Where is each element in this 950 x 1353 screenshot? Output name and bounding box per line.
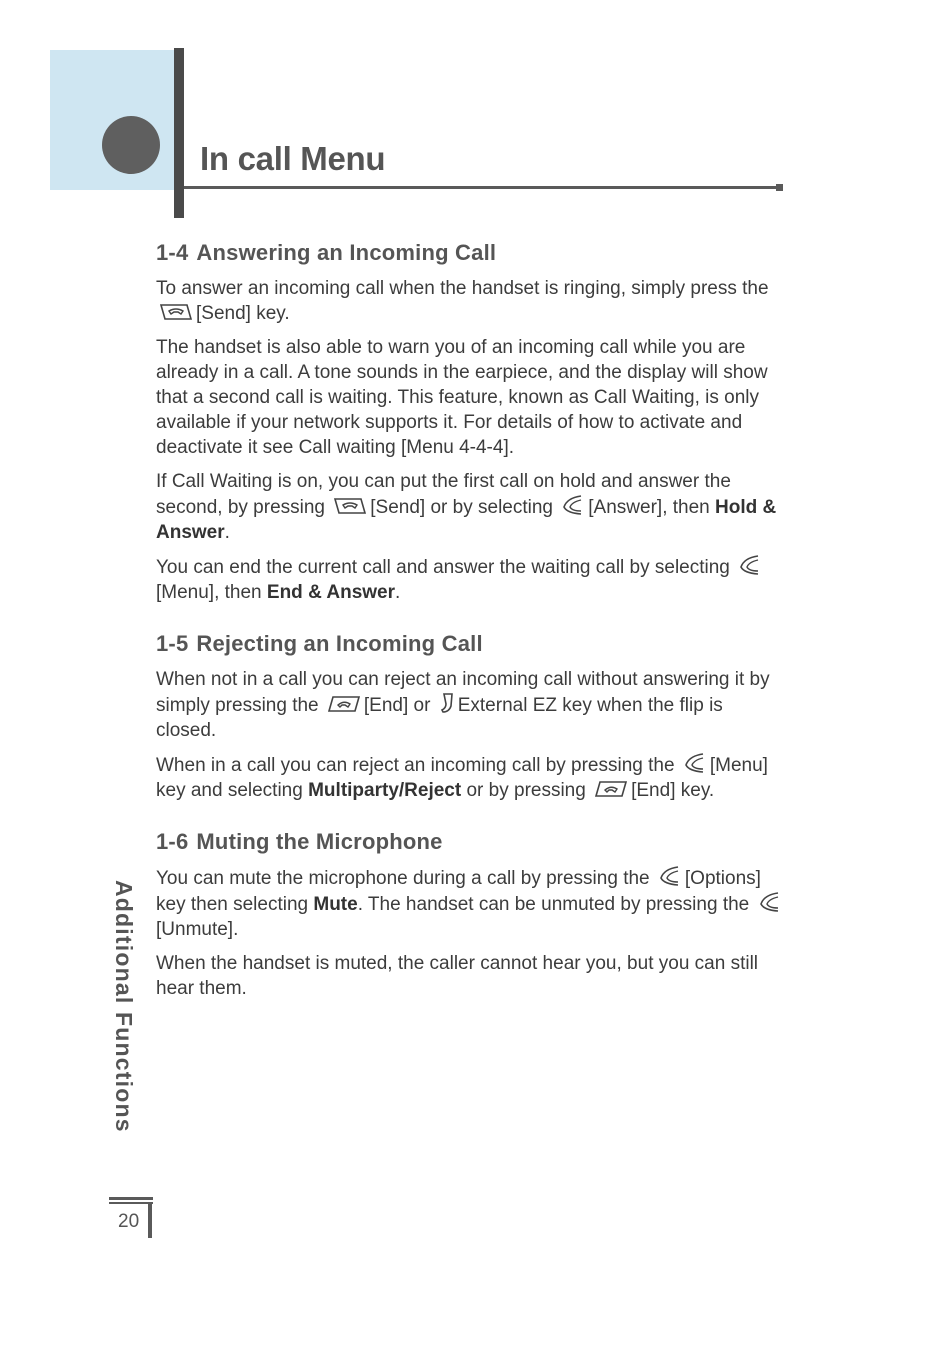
- bold-text: End & Answer: [266, 582, 395, 603]
- chapter-side-label: [111, 880, 135, 1200]
- text: . The handset can be unmuted by pressing the: [357, 894, 750, 915]
- section-heading: [156, 631, 786, 657]
- end-key-icon: [327, 694, 361, 714]
- soft-key-icon: [658, 865, 682, 887]
- section-title: Answering an Incoming Call: [196, 240, 497, 265]
- text: You can mute the microphone during a call by pressing the: [156, 868, 650, 889]
- text: or by pressing: [466, 780, 586, 801]
- footer-rule: [109, 1202, 153, 1204]
- soft-key-icon: [561, 494, 585, 516]
- paragraph: [156, 667, 786, 743]
- paragraph: [156, 865, 786, 942]
- paragraph: When the handset is muted, the caller cannot hear you, but you can still hear them.: [156, 953, 759, 999]
- text: External EZ key when the flip is closed.: [156, 695, 723, 741]
- page-number-bar: [148, 1204, 152, 1238]
- page-number: 20: [118, 1211, 140, 1232]
- bold-text: Hold & Answer: [156, 497, 777, 543]
- header-rule-end: [776, 184, 783, 191]
- text: When in a call you can reject an incoming call by pressing the: [156, 755, 675, 776]
- section-title: Muting the Microphone: [196, 829, 443, 854]
- external-ez-key-icon: [439, 692, 455, 714]
- section-heading: [156, 240, 786, 266]
- content: [156, 240, 786, 1027]
- paragraph: [156, 554, 786, 605]
- section-number: 1-4: [156, 240, 189, 265]
- soft-key-icon: [758, 891, 782, 913]
- text: .: [224, 522, 230, 543]
- text: [Menu], then: [156, 582, 262, 603]
- section-rejecting: [156, 631, 786, 803]
- section-answering: [156, 240, 786, 605]
- section-number: 1-5: [156, 631, 189, 656]
- text: [Send] key.: [196, 303, 290, 324]
- chapter-label-text: Additional Functions: [111, 880, 137, 1133]
- end-key-icon: [594, 779, 628, 799]
- text: [End] key.: [631, 780, 715, 801]
- text: You can end the current call and answer the waiting call by selecting: [156, 557, 730, 578]
- page-title: In call Menu: [200, 140, 386, 177]
- footer-rule: [109, 1197, 153, 1200]
- paragraph: [156, 469, 786, 545]
- section-heading: [156, 829, 786, 855]
- section-title: Rejecting an Incoming Call: [196, 631, 483, 656]
- text: [Options] key then selecting: [156, 868, 761, 915]
- text: [Menu] key and selecting: [156, 755, 768, 801]
- text: [End] or: [363, 695, 431, 716]
- paragraph: The handset is also able to warn you of an incoming call while you are already in a call. A tone sounds in the earpiece, and the display will show that a second call is waiting. This feature, known as Call Waiting, is only available if your network supports it. For details of how to activate and deactivate it see Call waiting [Menu 4-4-4].: [156, 337, 768, 458]
- section-number: 1-6: [156, 829, 189, 854]
- text: [Answer], then: [588, 497, 710, 518]
- paragraph: [156, 752, 786, 803]
- bold-text: Multiparty/Reject: [308, 780, 462, 801]
- text: [Unmute].: [156, 919, 239, 940]
- text: To answer an incoming call when the handset is ringing, simply press the: [156, 278, 769, 299]
- header-vertical-bar: [174, 48, 184, 218]
- header-bullet: [102, 116, 160, 174]
- send-key-icon: [333, 496, 367, 516]
- header-rule: [184, 186, 778, 189]
- text: If Call Waiting is on, you can put the first call on hold and answer the second, by pressing: [156, 471, 731, 518]
- text: [Send] or by selecting: [370, 497, 553, 518]
- soft-key-icon: [683, 752, 707, 774]
- bold-text: Mute: [313, 894, 358, 915]
- soft-key-icon: [738, 554, 762, 576]
- section-muting: [156, 829, 786, 1001]
- send-key-icon: [159, 302, 193, 322]
- text: When not in a call you can reject an incoming call without answering it by simply pressing the: [156, 669, 770, 716]
- text: .: [395, 582, 401, 603]
- paragraph: [156, 276, 786, 326]
